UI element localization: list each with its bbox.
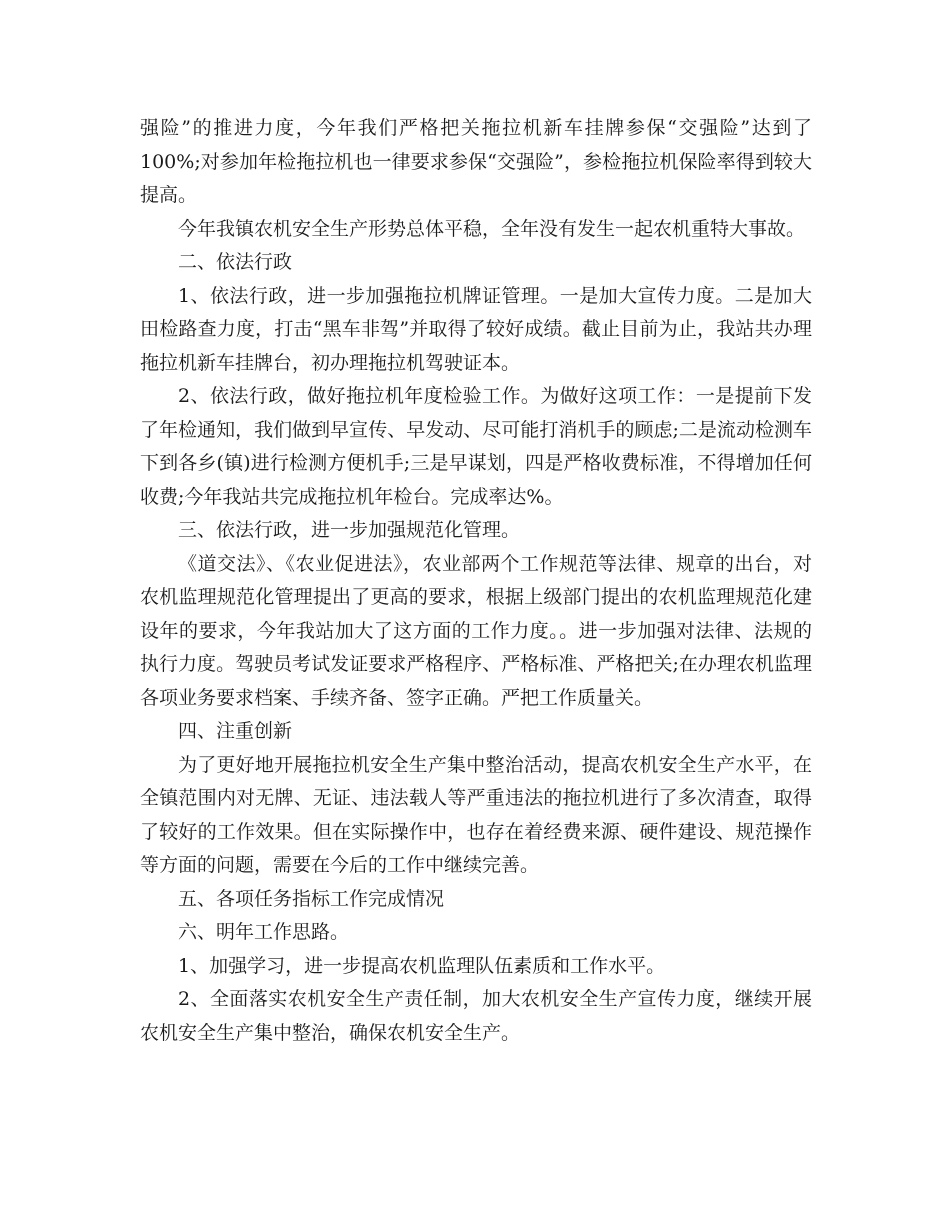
- paragraph-plan-1: 1、加强学习，进一步提高农机监理队伍素质和工作水平。: [178, 954, 666, 977]
- section-heading-2: 二、依法行政: [178, 251, 293, 273]
- section-heading-3: 三、依法行政，进一步加强规范化管理。: [178, 519, 521, 541]
- paragraph-license-management: 1、依法行政，进一步加强拖拉机牌证管理。一是加大宣传力度。二是加大田检路查力度，打击“黑车非驾”并取得了较好成绩。截止目前为止，我站共办理拖拉机新车挂牌台，初办理拖拉机驾驶证本。: [140, 284, 812, 374]
- paragraph-plan-2: 2、全面落实农机安全生产责任制，加大农机安全生产宣传力度，继续开展农机安全生产集中整治，确保农机安全生产。: [140, 988, 812, 1044]
- section-heading-5: 五、各项任务指标工作完成情况: [178, 887, 445, 910]
- paragraph-safety-summary: 今年我镇农机安全生产形势总体平稳，全年没有发生一起农机重特大事故。: [178, 217, 806, 240]
- section-heading-6: 六、明年工作思路。: [178, 921, 350, 943]
- document-body: [140, 112, 812, 1050]
- paragraph-innovation: 为了更好地开展拖拉机安全生产集中整治活动，提高农机安全生产水平，在全镇范围内对无牌、无证、违法载人等严重违法的拖拉机进行了多次清查，取得了较好的工作效果。但在实际操作中，也存在着经费来源、硬件建设、规范操作等方面的问题，需要在今后的工作中继续完善。: [140, 753, 812, 876]
- paragraph-annual-inspection: 2、依法行政，做好拖拉机年度检验工作。为做好这项工作：一是提前下发了年检通知，我们做到早宣传、早发动、尽可能打消机手的顾虑;二是流动检测车下到各乡(镇)进行检测方便机手;三是早谋划，四是严格收费标准，不得增加任何收费;今年我站共完成拖拉机年检台。完成率达%。: [140, 385, 812, 508]
- paragraph-insurance: 强险”的推进力度，今年我们严格把关拖拉机新车挂牌参保“交强险”达到了100%;对参加年检拖拉机也一律要求参保“交强险”，参检拖拉机保险率得到较大提高。: [140, 117, 812, 206]
- section-heading-4: 四、注重创新: [178, 720, 293, 742]
- paragraph-standardization: 《道交法》、《农业促进法》，农业部两个工作规范等法律、规章的出台，对农机监理规范化管理提出了更高的要求，根据上级部门提出的农机监理规范化建设年的要求，今年我站加大了这方面的工作力度。。进一步加强对法律、法规的执行力度。驾驶员考试发证要求严格程序、严格标准、严格把关;在办理农机监理各项业务要求档案、手续齐备、签字正确。严把工作质量关。: [140, 552, 812, 709]
